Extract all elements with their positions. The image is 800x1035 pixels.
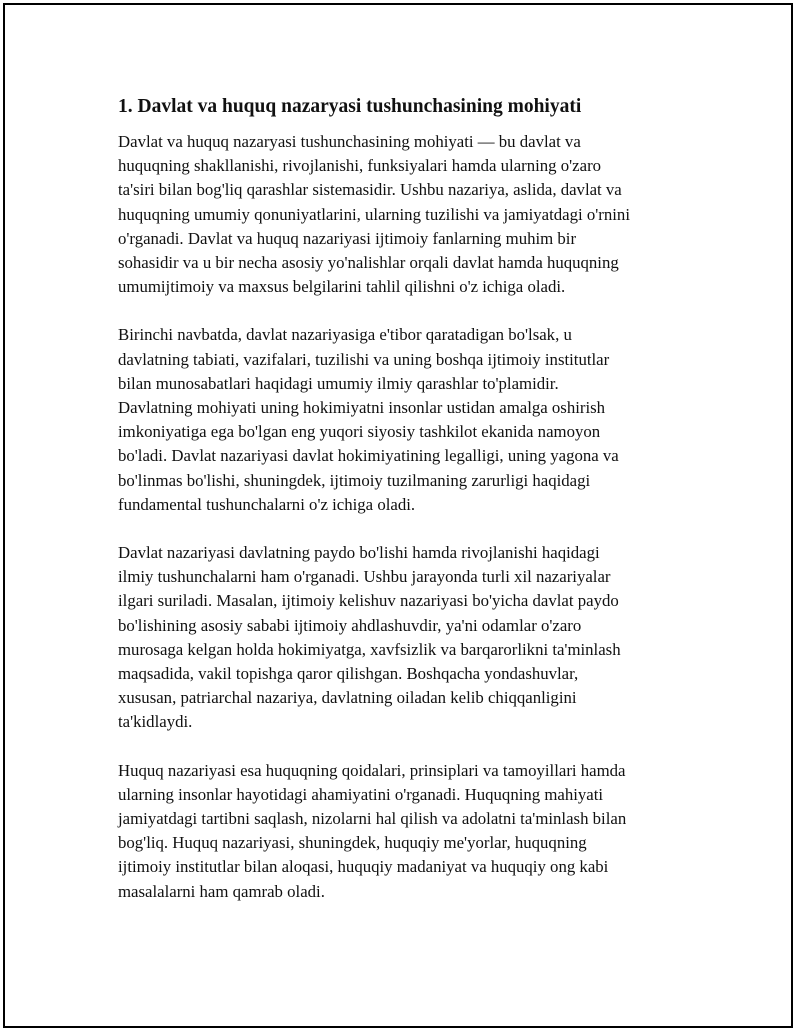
paragraph-line: bo'lishining asosiy sababi ijtimoiy ahdlashuvdir, ya'ni odamlar o'zaro xyxy=(118,615,582,635)
paragraph xyxy=(118,759,688,904)
paragraph-line: ijtimoiy institutlar bilan aloqasi, huquqiy madaniyat va huquqiy ong kabi xyxy=(118,857,609,877)
section-heading: 1. Davlat va huquq nazaryasi tushunchasining mohiyati xyxy=(118,96,582,117)
paragraph-line: huquqning shakllanishi, rivojlanishi, funksiyalari hamda ularning o'zaro xyxy=(118,156,602,176)
paragraph-line: huquqning umumiy qonuniyatlarini, ularning tuzilishi va jamiyatdagi o'rnini xyxy=(118,204,630,224)
paragraph-line: ta'siri bilan bog'liq qarashlar sistemasidir. Ushbu nazariya, aslida, davlat va xyxy=(118,180,622,200)
paragraph xyxy=(118,130,688,299)
paragraph-line: davlatning tabiati, vazifalari, tuzilishi va uning boshqa ijtimoiy institutlar xyxy=(118,349,610,369)
paragraph xyxy=(118,541,688,735)
paragraph-line: ilmiy tushunchalarni ham o'rganadi. Ushbu jarayonda turli xil nazariyalar xyxy=(118,567,611,587)
paragraph-line: jamiyatdagi tartibni saqlash, nizolarni hal qilish va adolatni ta'minlash bilan xyxy=(118,809,627,829)
paragraph-list xyxy=(118,130,688,904)
paragraph-line: Huquq nazariyasi esa huquqning qoidalari, prinsiplari va tamoyillari hamda xyxy=(118,760,626,780)
paragraph-line: fundamental tushunchalarni o'z ichiga oladi. xyxy=(118,494,416,514)
paragraph-line: xususan, patriarchal nazariya, davlatning oiladan kelib chiqqanligini xyxy=(118,688,577,708)
paragraph-line: bog'liq. Huquq nazariyasi, shuningdek, huquqiy me'yorlar, huquqning xyxy=(118,833,587,853)
paragraph-line: masalalarni ham qamrab oladi. xyxy=(118,881,325,901)
paragraph-line: bo'ladi. Davlat nazariyasi davlat hokimiyatining legalligi, uning yagona va xyxy=(118,446,619,466)
paragraph-line: o'rganadi. Davlat va huquq nazariyasi ijtimoiy fanlarning muhim bir xyxy=(118,228,577,248)
paragraph-line: Davlatning mohiyati uning hokimiyatni insonlar ustidan amalga oshirish xyxy=(118,398,606,418)
paragraph-line: ta'kidlaydi. xyxy=(118,712,193,732)
paragraph-line: ularning insonlar hayotidagi ahamiyatini o'rganadi. Huquqning mahiyati xyxy=(118,784,604,804)
paragraph-line: maqsadida, vakil topishga qaror qilishgan. Boshqacha yondashuvlar, xyxy=(118,664,579,684)
paragraph-line: Birinchi navbatda, davlat nazariyasiga e'tibor qaratadigan bo'lsak, u xyxy=(118,325,572,345)
paragraph-line: murosaga kelgan holda hokimiyatga, xavfsizlik va barqarorlikni ta'minlash xyxy=(118,639,621,659)
paragraph-line: ilgari suriladi. Masalan, ijtimoiy kelishuv nazariyasi bo'yicha davlat paydo xyxy=(118,591,619,611)
paragraph-line: sohasidir va u bir necha asosiy yo'nalishlar orqali davlat hamda huquqning xyxy=(118,253,619,273)
paragraph-line: bilan munosabatlari haqidagi umumiy ilmiy qarashlar to'plamidir. xyxy=(118,373,559,393)
paragraph-line: Davlat nazariyasi davlatning paydo bo'lishi hamda rivojlanishi haqidagi xyxy=(118,543,600,563)
paragraph-line: bo'linmas bo'lishi, shuningdek, ijtimoiy tuzilmaning zarurligi haqidagi xyxy=(118,470,591,490)
paragraph xyxy=(118,323,688,517)
paragraph-line: umumijtimoiy va maxsus belgilarini tahlil qilishni o'z ichiga oladi. xyxy=(118,277,566,297)
document-body xyxy=(118,95,688,928)
paragraph-line: imkoniyatiga ega bo'lgan eng yuqori siyosiy tashkilot ekanida namoyon xyxy=(118,422,601,442)
paragraph-line: Davlat va huquq nazaryasi tushunchasining mohiyati — bu davlat va xyxy=(118,132,581,151)
